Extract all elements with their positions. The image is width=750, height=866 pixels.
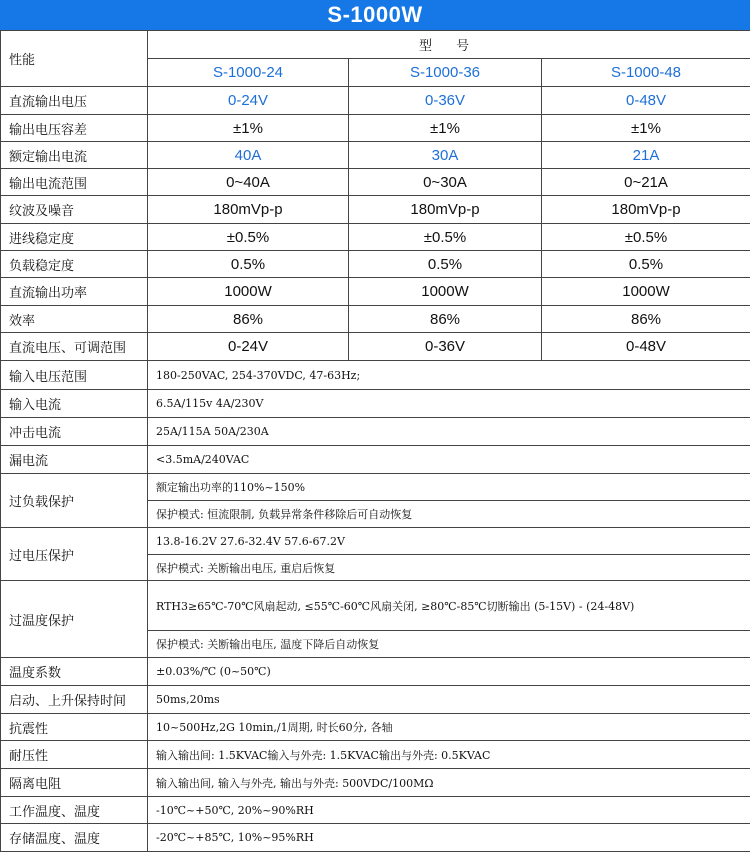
cell-value: 180mVp-p	[148, 196, 349, 224]
row-label: 漏电流	[1, 446, 148, 474]
cell-value: 0.5%	[349, 251, 542, 278]
cell-value: <3.5mA/240VAC	[148, 446, 750, 474]
cell-value: 180-250VAC, 254-370VDC, 47-63Hz;	[148, 361, 750, 390]
table-row	[1, 824, 750, 852]
cell-value: 0-24V	[148, 333, 349, 361]
cell-value: ±1%	[349, 115, 542, 142]
cell-value: ±0.03%/℃ (0~50℃)	[148, 658, 750, 686]
cell-value: 25A/115A 50A/230A	[148, 418, 750, 446]
row-label: 过电压保护	[1, 528, 148, 581]
cell-value: 保护模式: 关断输出电压, 温度下降后自动恢复	[148, 631, 750, 658]
cell-value: 1000W	[148, 278, 349, 306]
table-row	[1, 224, 750, 251]
model-name: S-1000-48	[542, 59, 750, 87]
row-label: 负载稳定度	[1, 251, 148, 278]
row-label: 输入电压范围	[1, 361, 148, 390]
model-name: S-1000-24	[148, 59, 349, 87]
cell-value: 21A	[542, 142, 750, 169]
row-label: 耐压性	[1, 741, 148, 769]
table-row	[1, 474, 750, 501]
table-row	[1, 169, 750, 196]
cell-value: 40A	[148, 142, 349, 169]
table-row	[1, 306, 750, 333]
table-row	[1, 142, 750, 169]
row-label: 温度系数	[1, 658, 148, 686]
cell-value: ±0.5%	[148, 224, 349, 251]
cell-value: 0-36V	[349, 333, 542, 361]
cell-value: 输入输出间: 1.5KVAC输入与外壳: 1.5KVAC输出与外壳: 0.5KVAC	[148, 741, 750, 769]
cell-value: 86%	[542, 306, 750, 333]
table-row	[1, 115, 750, 142]
cell-value: 0-48V	[542, 333, 750, 361]
row-label: 存储温度、温度	[1, 824, 148, 852]
table-row	[1, 196, 750, 224]
row-label: 隔离电阻	[1, 769, 148, 797]
row-label: 冲击电流	[1, 418, 148, 446]
header-row-model	[1, 31, 750, 59]
row-label: 直流电压、可调范围	[1, 333, 148, 361]
row-label: 直流输出功率	[1, 278, 148, 306]
row-label: 额定输出电流	[1, 142, 148, 169]
cell-value: 0~21A	[542, 169, 750, 196]
table-row	[1, 658, 750, 686]
cell-value: 1000W	[542, 278, 750, 306]
cell-value: 保护模式: 关断输出电压, 重启后恢复	[148, 555, 750, 581]
table-row	[1, 251, 750, 278]
model-name: S-1000-36	[349, 59, 542, 87]
performance-label: 性能	[1, 31, 148, 87]
row-label: 纹波及噪音	[1, 196, 148, 224]
row-label: 效率	[1, 306, 148, 333]
cell-value: 0~30A	[349, 169, 542, 196]
table-row	[1, 797, 750, 824]
cell-value: ±0.5%	[349, 224, 542, 251]
row-label: 启动、上升保持时间	[1, 686, 148, 714]
table-row	[1, 333, 750, 361]
row-label: 过温度保护	[1, 581, 148, 658]
cell-value: -10℃~+50℃, 20%~90%RH	[148, 797, 750, 824]
cell-value: 0.5%	[542, 251, 750, 278]
cell-value: -20℃~+85℃, 10%~95%RH	[148, 824, 750, 852]
cell-value: 10~500Hz,2G 10min,/1周期, 时长60分, 各轴	[148, 714, 750, 741]
cell-value: 额定输出功率的110%~150%	[148, 474, 750, 501]
table-row	[1, 390, 750, 418]
row-label: 输出电压容差	[1, 115, 148, 142]
cell-value: 86%	[349, 306, 542, 333]
cell-value: 86%	[148, 306, 349, 333]
row-label: 直流输出电压	[1, 87, 148, 115]
cell-value: 输入输出间, 输入与外壳, 输出与外壳: 500VDC/100MΩ	[148, 769, 750, 797]
cell-value: 180mVp-p	[542, 196, 750, 224]
row-label: 工作温度、温度	[1, 797, 148, 824]
cell-value: ±0.5%	[542, 224, 750, 251]
cell-value: 0~40A	[148, 169, 349, 196]
cell-value: 0-36V	[349, 87, 542, 115]
table-row	[1, 714, 750, 741]
cell-value: 0.5%	[148, 251, 349, 278]
table-row	[1, 686, 750, 714]
row-label: 抗震性	[1, 714, 148, 741]
row-label: 过负载保护	[1, 474, 148, 528]
table-row	[1, 87, 750, 115]
cell-value: RTH3≥65℃-70℃风扇起动, ≤55℃-60℃风扇关闭, ≥80℃-85℃切断输出 (5-15V) - (24-48V)	[148, 581, 750, 631]
table-row	[1, 528, 750, 555]
table-row	[1, 581, 750, 631]
cell-value: ±1%	[542, 115, 750, 142]
cell-value: 50ms,20ms	[148, 686, 750, 714]
cell-value: 保护模式: 恒流限制, 负载异常条件移除后可自动恢复	[148, 501, 750, 528]
table-row	[1, 361, 750, 390]
row-label: 进线稳定度	[1, 224, 148, 251]
cell-value: 0-48V	[542, 87, 750, 115]
page-title: S-1000W	[0, 0, 750, 30]
cell-value: 1000W	[349, 278, 542, 306]
table-row	[1, 418, 750, 446]
table-row	[1, 446, 750, 474]
cell-value: 13.8-16.2V 27.6-32.4V 57.6-67.2V	[148, 528, 750, 555]
cell-value: 0-24V	[148, 87, 349, 115]
cell-value: 6.5A/115v 4A/230V	[148, 390, 750, 418]
table-row	[1, 278, 750, 306]
table-row	[1, 741, 750, 769]
cell-value: 180mVp-p	[349, 196, 542, 224]
table-row	[1, 769, 750, 797]
row-label: 输入电流	[1, 390, 148, 418]
row-label: 输出电流范围	[1, 169, 148, 196]
cell-value: 30A	[349, 142, 542, 169]
cell-value: ±1%	[148, 115, 349, 142]
model-label: 型 号	[148, 31, 750, 59]
spec-table	[0, 30, 750, 852]
